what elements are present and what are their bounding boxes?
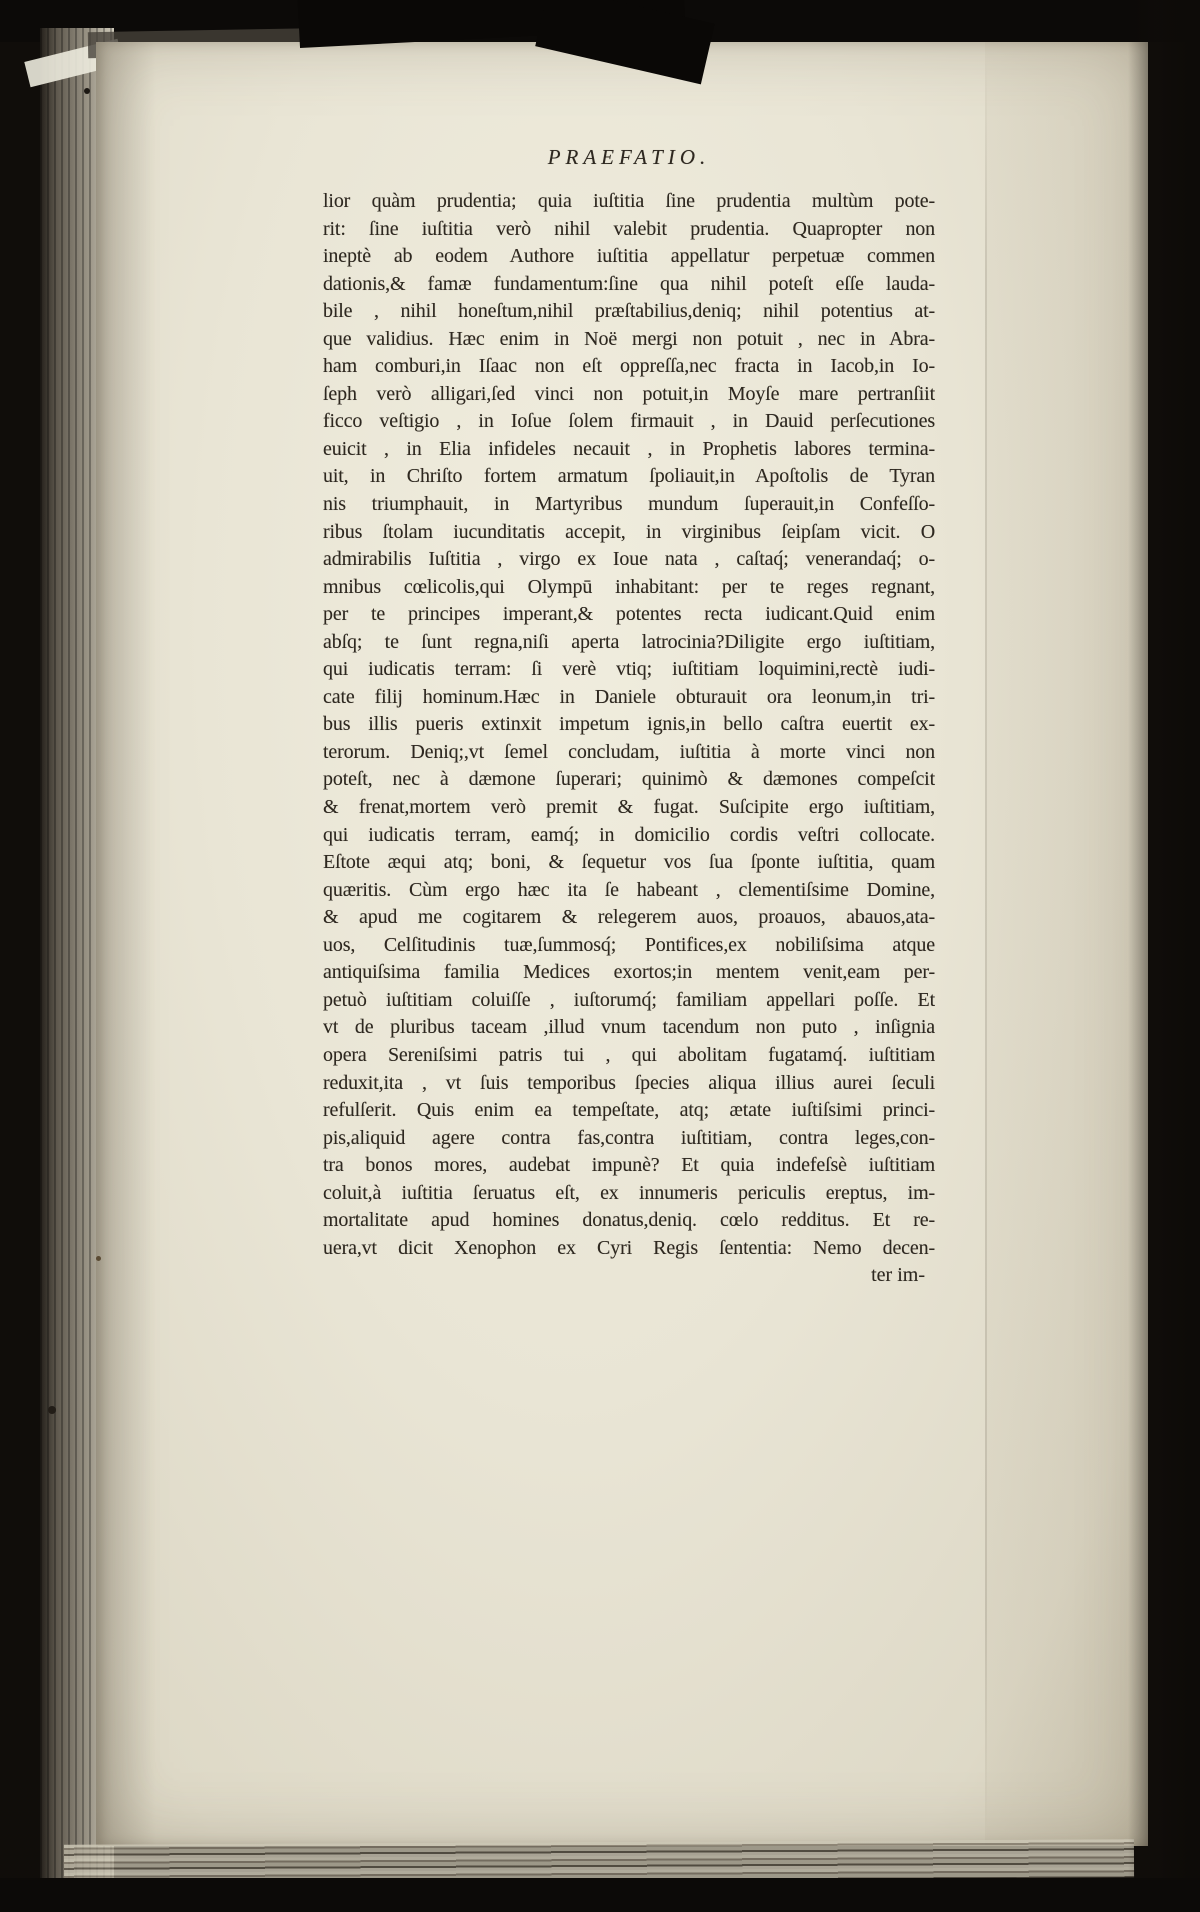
page-crease-line — [985, 58, 987, 1830]
text-line: opera Sereniſsimi patris tui , qui abolitam fugatamq́. iuſtitiam — [323, 1043, 935, 1066]
page-right-shading — [985, 42, 1148, 1846]
text-line: coluit,à iuſtitia ſeruatus eſt, ex innumeris periculis ereptus, im- — [323, 1181, 935, 1204]
text-line: poteſt, nec à dæmone ſuperari; quinimò & dæmones compeſcit — [323, 768, 935, 791]
text-line: ineptè ab eodem Authore iuſtitia appellatur perpetuæ commen — [323, 245, 935, 268]
book-page — [96, 42, 1148, 1846]
text-line: euicit , in Elia infideles necauit , in Prophetis labores termina- — [323, 437, 935, 460]
text-line: per te principes imperant,& potentes recta iudicant.Quid enim — [323, 603, 935, 626]
scan-right-border — [1128, 0, 1200, 1912]
text-line: mnibus cœlicolis,qui Olympū inhabitant: per te reges regnant, — [323, 575, 935, 598]
text-line: ficco veſtigio , in Ioſue ſolem firmauit , in Dauid perſecutiones — [323, 410, 935, 433]
gutter-shadow — [96, 42, 156, 1846]
text-line: uit, in Chriſto fortem armatum ſpoliauit,in Apoſtolis de Tyran — [323, 465, 935, 488]
text-line: bus illis pueris extinxit impetum ignis,in bello caſtra euertit ex- — [323, 713, 935, 736]
text-line: & frenat,mortem verò premit & fugat. Suſcipite ergo iuſtitiam, — [323, 796, 935, 819]
text-line: terorum. Deniq;,vt ſemel concludam, iuſtitia à morte vinci non — [323, 740, 935, 763]
text-line: abſq; te ſunt regna,niſi aperta latrocinia?Diligite ergo iuſtitiam, — [323, 630, 935, 653]
catchword: ter im- — [871, 1264, 925, 1287]
text-line: vt de pluribus taceam ,illud vnum tacendum non puto , inſignia — [323, 1016, 935, 1039]
text-line: & apud me cogitarem & relegerem auos, proauos, abauos,ata- — [323, 906, 935, 929]
ink-speck — [84, 88, 90, 94]
text-line: que validius. Hæc enim in Noë mergi non potuit , nec in Abra- — [323, 327, 935, 350]
text-line: nis triumphauit, in Martyribus mundum ſuperauit,in Confeſſo- — [323, 493, 935, 516]
text-line: admirabilis Iuſtitia , virgo ex Ioue nata , caſtaq́; venerandaq́; o- — [323, 548, 935, 571]
text-line: dationis,& famæ fundamentum:ſine qua nihil poteſt eſſe lauda- — [323, 272, 935, 295]
text-line: uera,vt dicit Xenophon ex Cyri Regis ſententia: Nemo decen- — [323, 1236, 935, 1259]
scan-bottom-border — [0, 1878, 1200, 1912]
text-block — [323, 144, 935, 1290]
text-line: ribus ſtolam iucunditatis accepit, in virginibus ſeipſam vicit. O — [323, 520, 935, 543]
text-line: ham comburi,in Iſaac non eſt oppreſſa,nec fracta in Iacob,in Io- — [323, 355, 935, 378]
text-line: cate filij hominum.Hæc in Daniele obturauit ora leonum,in tri- — [323, 685, 935, 708]
book-page-edges-bottom — [64, 1839, 1134, 1883]
text-line: uos, Celſitudinis tuæ,ſummosq́; Pontifices,ex nobiliſsima atque — [323, 933, 935, 956]
text-line: mortalitate apud homines donatus,deniq. cœlo redditus. Et re- — [323, 1209, 935, 1232]
text-line: quæritis. Cùm ergo hæc ita ſe habeant , clementiſsime Domine, — [323, 878, 935, 901]
text-line: tra bonos mores, audebat impunè? Et quia indefeſsè iuſtitiam — [323, 1154, 935, 1177]
text-line: Eſtote æqui atq; boni, & ſequetur vos ſua ſponte iuſtitia, quam — [323, 851, 935, 874]
ink-speck — [96, 1256, 101, 1261]
text-line: petuò iuſtitiam coluiſſe , iuſtorumq́; familiam appellari poſſe. Et — [323, 988, 935, 1011]
text-line: rit: ſine iuſtitia verò nihil valebit prudentia. Quapropter non — [323, 217, 935, 240]
ink-speck — [48, 1406, 56, 1414]
page-heading: PRAEFATIO. — [547, 145, 711, 169]
text-line: refulſerit. Quis enim ea tempeſtate, atq; ætate iuſtiſsimi princi- — [323, 1099, 935, 1122]
text-line: qui iudicatis terram, eamq́; in domicilio cordis veſtri collocate. — [323, 823, 935, 846]
text-line: antiquiſsima familia Medices exortos;in mentem venit,eam per- — [323, 961, 935, 984]
text-line: ſeph verò alligari,ſed vinci non potuit,in Moyſe mare pertranſiit — [323, 382, 935, 405]
text-line: pis,aliquid agere contra fas,contra iuſtitiam, contra leges,con- — [323, 1126, 935, 1149]
text-line: bile , nihil honeſtum,nihil præſtabilius,deniq; nihil potentius at- — [323, 300, 935, 323]
text-line: reduxit,ita , vt ſuis temporibus ſpecies aliqua illius aurei ſeculi — [323, 1071, 935, 1094]
body-text — [323, 188, 935, 1262]
text-line: qui iudicatis terram: ſi verè vtiq; iuſtitiam loquimini,rectè iudi- — [323, 658, 935, 681]
text-line: lior quàm prudentia; quia iuſtitia ſine prudentia multùm pote- — [323, 190, 935, 212]
